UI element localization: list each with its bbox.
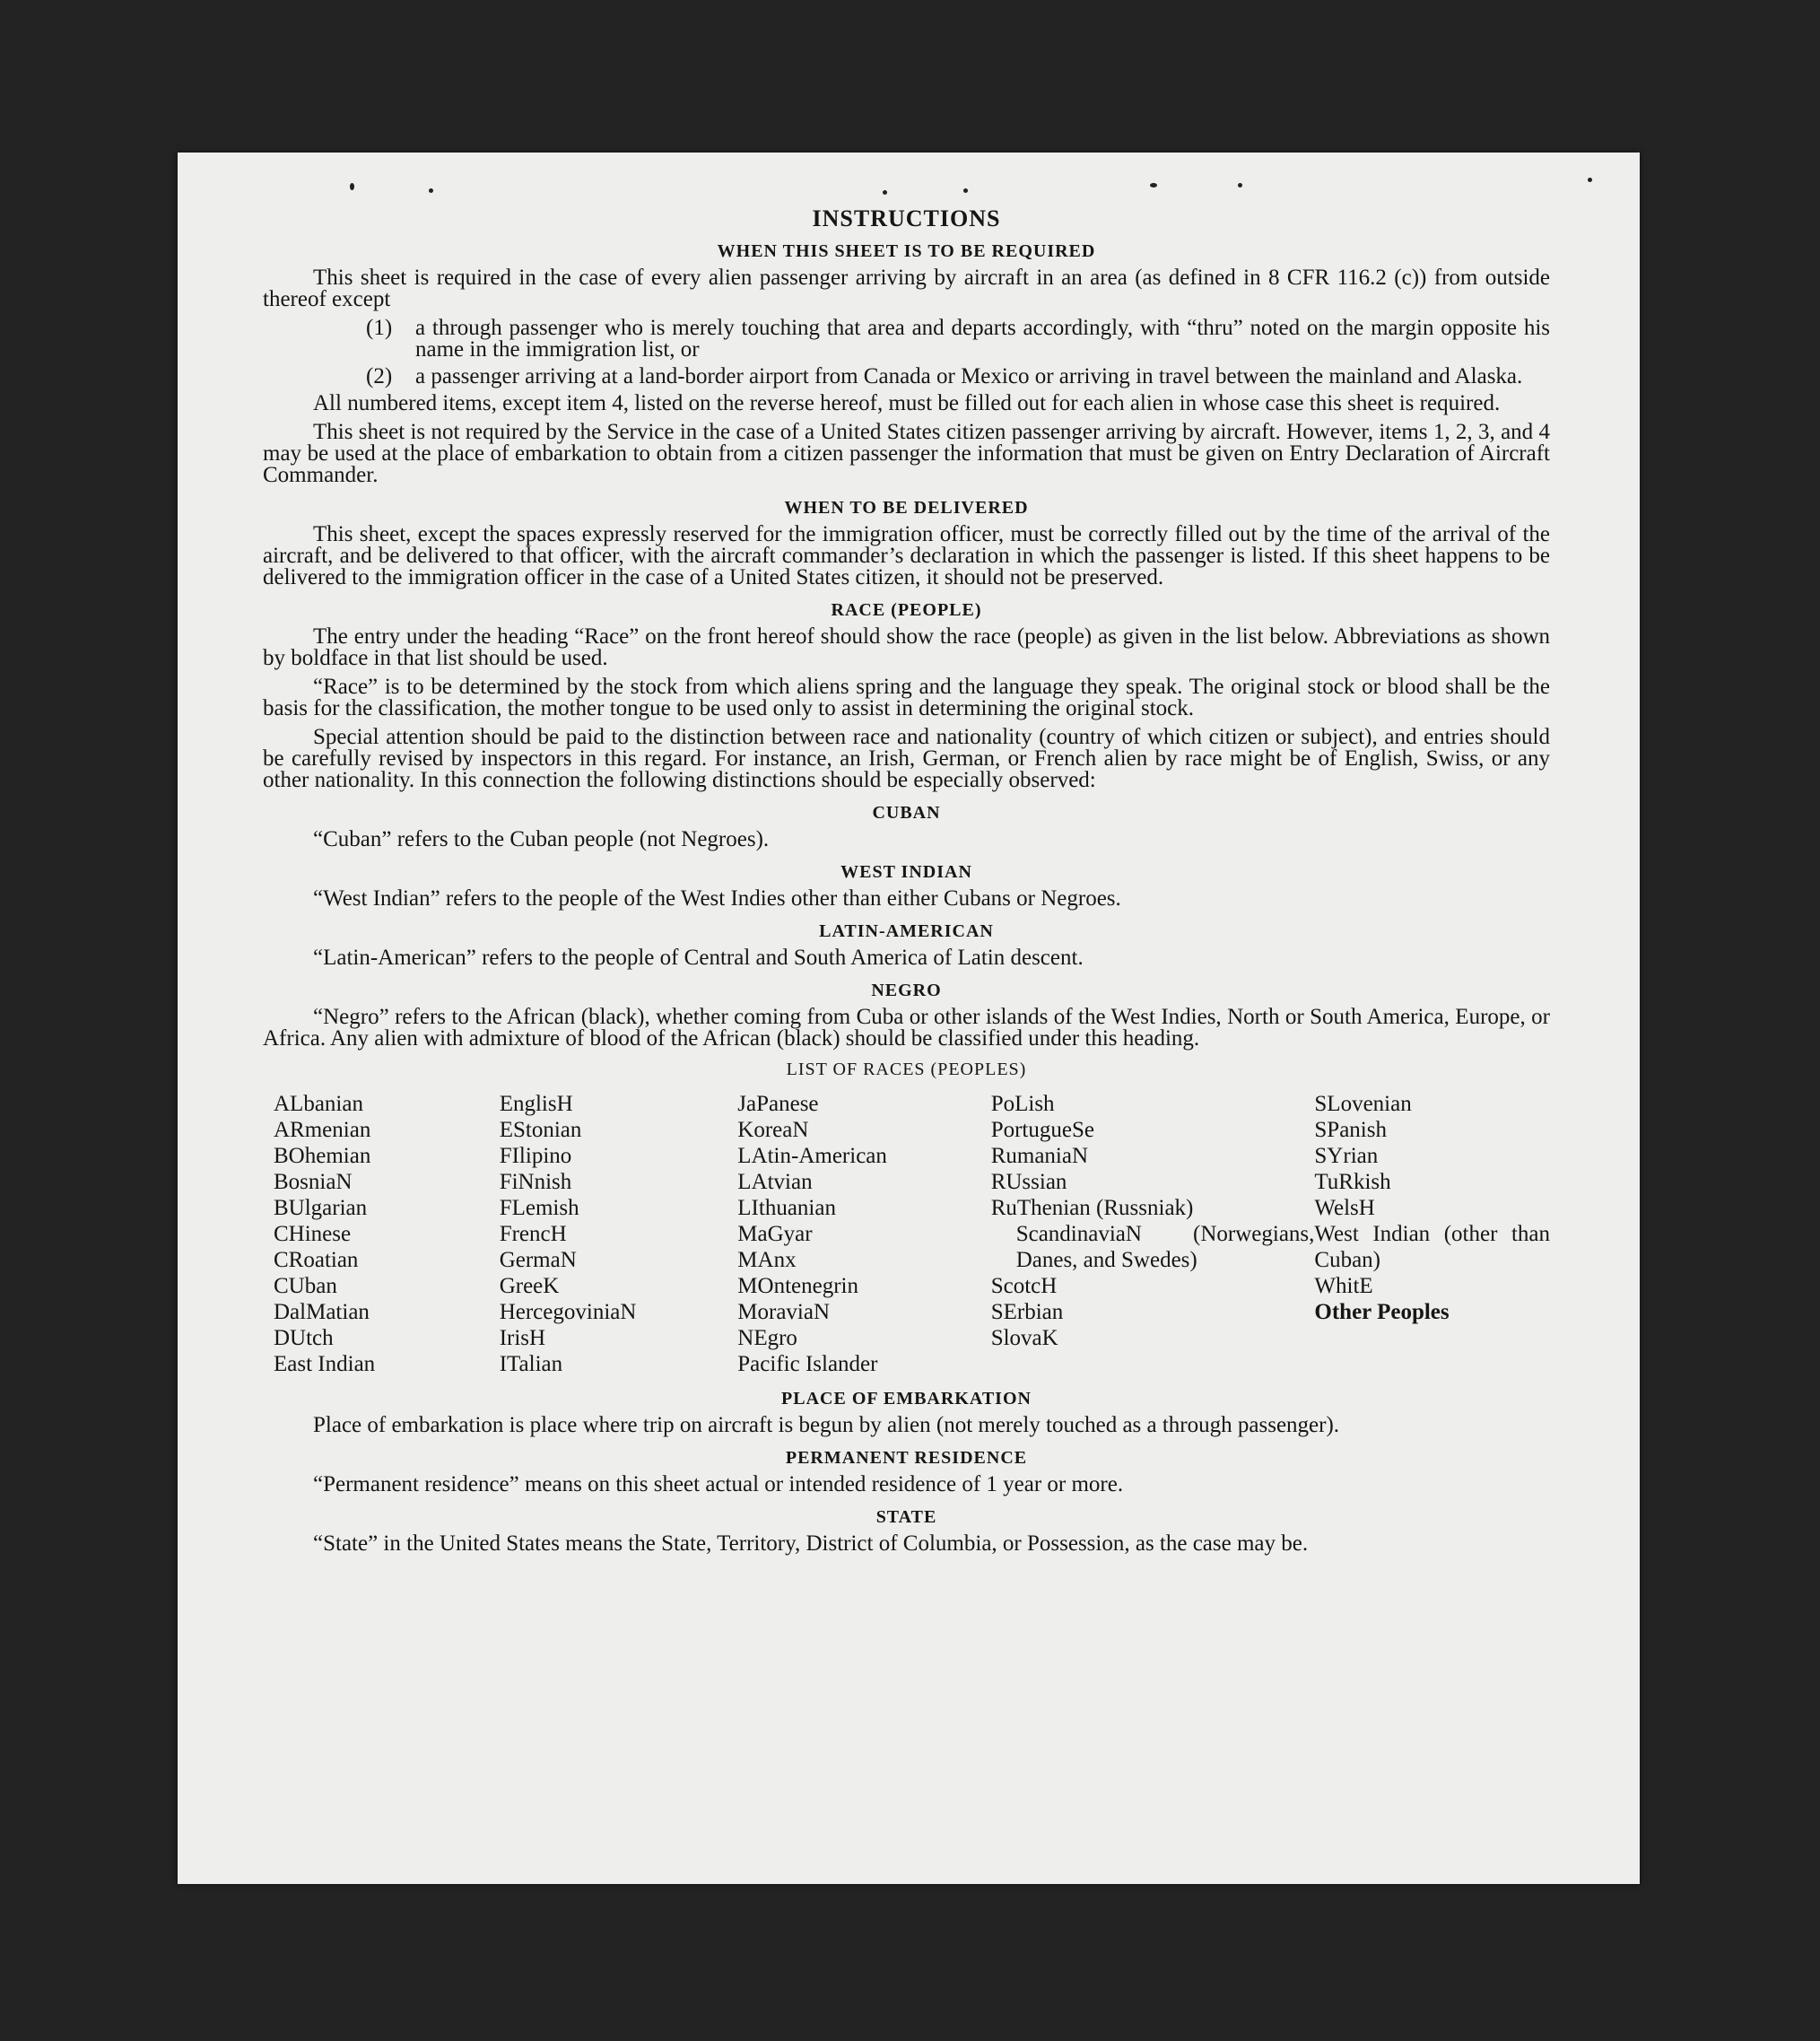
paragraph-latin-american: “Latin-American” refers to the people of Central and South America of Latin descent. [313,946,1084,970]
exception-item [366,318,1550,361]
race-entry: BOhemian [274,1144,371,1168]
race-entry: FrencH [499,1222,567,1246]
race-entry: LAtvian [737,1170,813,1194]
race-entry: MOntenegrin [737,1274,858,1298]
race-entry: KoreaN [737,1118,809,1142]
race-entry: BUlgarian [274,1196,368,1220]
race-entry: SPanish [1314,1118,1387,1142]
race-entry: LIthuanian [737,1196,836,1220]
instructions-content [263,205,1550,1562]
races-column [1314,1091,1550,1377]
race-entry: PoLish [990,1092,1055,1116]
race-entry: CHinese [274,1222,352,1246]
paragraph-required-intro: This sheet is required in the case of every alien passenger arriving by aircraft in an area (as defined in 8 CFR 116.2 (c)) from outside thereof except [263,266,1550,311]
race-entry: RUssian [990,1170,1067,1194]
race-entry: IrisH [499,1326,546,1350]
race-entry: JaPanese [737,1092,819,1116]
race-entry: SErbian [990,1300,1064,1324]
paragraph-embarkation: Place of embarkation is place where trip on aircraft is begun by alien (not merely touched as a through passenger). [313,1413,1340,1437]
paragraph-race-nationality: Special attention should be paid to the distinction between race and nationality (country of which citizen or subject), and entries should be carefully revised by inspectors in this regard. For instance, an Irish, German, or French alien by race might be of English, Swiss, or any other nationality. In this connection the following distinctions should be especially observed: [263,725,1550,792]
race-entry: HercegoviniaN [499,1300,637,1324]
race-entry: BosniaN [274,1170,353,1194]
speck [1150,183,1157,188]
race-entry: MoraviaN [737,1300,831,1324]
exception-text: a through passenger who is merely touching that area and departs accordingly, with “thru” noted on the margin opposite his name in the immigration list, or [415,316,1550,362]
race-entry: GreeK [499,1274,560,1298]
section-heading-west-indian: WEST INDIAN [840,862,972,882]
paragraph-cuban: “Cuban” refers to the Cuban people (not Negroes). [313,827,770,851]
race-entry: PortugueSe [990,1118,1094,1142]
race-entry: ALbanian [274,1092,363,1116]
section-heading-state: STATE [875,1507,937,1527]
races-column [500,1091,738,1377]
race-entry: EnglisH [499,1092,573,1116]
section-heading-cuban: CUBAN [872,803,941,823]
section-heading-latin-american: LATIN-AMERICAN [819,921,994,941]
section-heading-races-list: LIST OF RACES (PEOPLES) [786,1060,1027,1079]
race-entry: WelsH [1314,1196,1375,1220]
race-entry: ARmenian [274,1118,371,1142]
paragraph-west-indian: “West Indian” refers to the people of the West Indies other than either Cubans or Negroes. [313,886,1121,911]
race-entry: ITalian [499,1352,563,1376]
section-heading-required: WHEN THIS SHEET IS TO BE REQUIRED [717,241,1096,261]
race-entry: CRoatian [274,1248,359,1272]
race-entry: DalMatian [274,1300,370,1324]
paragraph-citizen: This sheet is not required by the Service in the case of a United States citizen passenger arriving by aircraft. However, items 1, 2, 3, and 4 may be used at the place of embarkation to obtain from a citizen passenger the information that must be given on Entry Declaration of Aircraft Commander. [263,420,1550,487]
paragraph-numbered-items: All numbered items, except item 4, listed on the reverse hereof, must be filled out for each alien in whose case this sheet is required. [313,391,1501,415]
race-entry: TuRkish [1314,1170,1391,1194]
speck [350,183,354,190]
race-entry: ScandinaviaN (Norwegians, Danes, and Swedes) [1015,1222,1315,1272]
speck [963,188,968,193]
race-entry: EStonian [499,1118,582,1142]
section-heading-embarkation: PLACE OF EMBARKATION [781,1389,1032,1409]
section-heading-residence: PERMANENT RESIDENCE [785,1448,1028,1468]
paragraph-delivered: This sheet, except the spaces expressly reserved for the immigration officer, must be correctly filled out by the time of the arrival of the aircraft, and be delivered to that officer, with the aircraft commander’s declaration in which the passenger is listed. If this sheet happens to be delivered to the immigration officer in the case of a United States citizen, it should not be preserved. [263,522,1550,589]
races-column [991,1091,1315,1377]
paragraph-residence: “Permanent residence” means on this sheet actual or intended residence of 1 year or more. [313,1472,1124,1496]
races-list [274,1091,1550,1377]
race-entry: FLemish [499,1196,579,1220]
paragraph-race-stock: “Race” is to be determined by the stock from which aliens spring and the language they speak. The original stock or blood shall be the basis for the classification, the mother tongue to be used only to assist in determining the original stock. [263,675,1550,720]
race-entry: SlovaK [990,1326,1058,1350]
paragraph-negro: “Negro” refers to the African (black), whether coming from Cuba or other islands of the West Indies, North or South America, Europe, or Africa. Any alien with admixture of blood of the African (black) should be classified under this heading. [263,1005,1550,1051]
race-entry: RuThenian (Russniak) [990,1196,1194,1220]
race-entry: West Indian (other than Cuban) [1314,1222,1550,1272]
race-entry: East Indian [274,1352,376,1376]
exception-number: (1) [366,316,393,340]
race-entry: LAtin-American [737,1144,887,1168]
exception-text: a passenger arriving at a land-border airport from Canada or Mexico or arriving in travel between the mainland and Alaska. [415,364,1523,388]
race-entry: SLovenian [1314,1092,1412,1116]
speck [429,188,433,193]
race-entry: CUban [274,1274,337,1298]
race-entry: FiNnish [499,1170,572,1194]
race-entry: DUtch [274,1326,334,1350]
race-entry: NEgro [737,1326,797,1350]
section-heading-race: RACE (PEOPLE) [831,600,982,620]
race-entry: MAnx [737,1248,797,1272]
exception-item [366,366,1550,388]
race-entry: Pacific Islander [737,1352,878,1376]
race-entry: Other Peoples [1314,1300,1450,1324]
race-entry: GermaN [499,1248,577,1272]
exception-number: (2) [366,364,393,388]
page-title: INSTRUCTIONS [812,205,1001,231]
race-entry: SYrian [1314,1144,1379,1168]
race-entry: WhitE [1314,1274,1373,1298]
paragraph-state: “State” in the United States means the State, Territory, District of Columbia, or Possession, as the case may be. [313,1531,1309,1556]
speck [1588,178,1592,182]
section-heading-negro: NEGRO [871,981,942,1000]
races-column [737,1091,990,1377]
section-heading-delivered: WHEN TO BE DELIVERED [784,498,1029,518]
speck [883,190,887,195]
paragraph-race-entry: The entry under the heading “Race” on the front hereof should show the race (people) as given in the list below. Abbreviations as shown by boldface in that list should be used. [263,624,1550,670]
race-entry: FIlipino [499,1144,572,1168]
speck [1238,183,1242,188]
race-entry: ScotcH [990,1274,1058,1298]
race-entry: MaGyar [737,1222,813,1246]
race-entry: RumaniaN [990,1144,1089,1168]
document-page [178,153,1640,1884]
races-column [274,1091,500,1377]
